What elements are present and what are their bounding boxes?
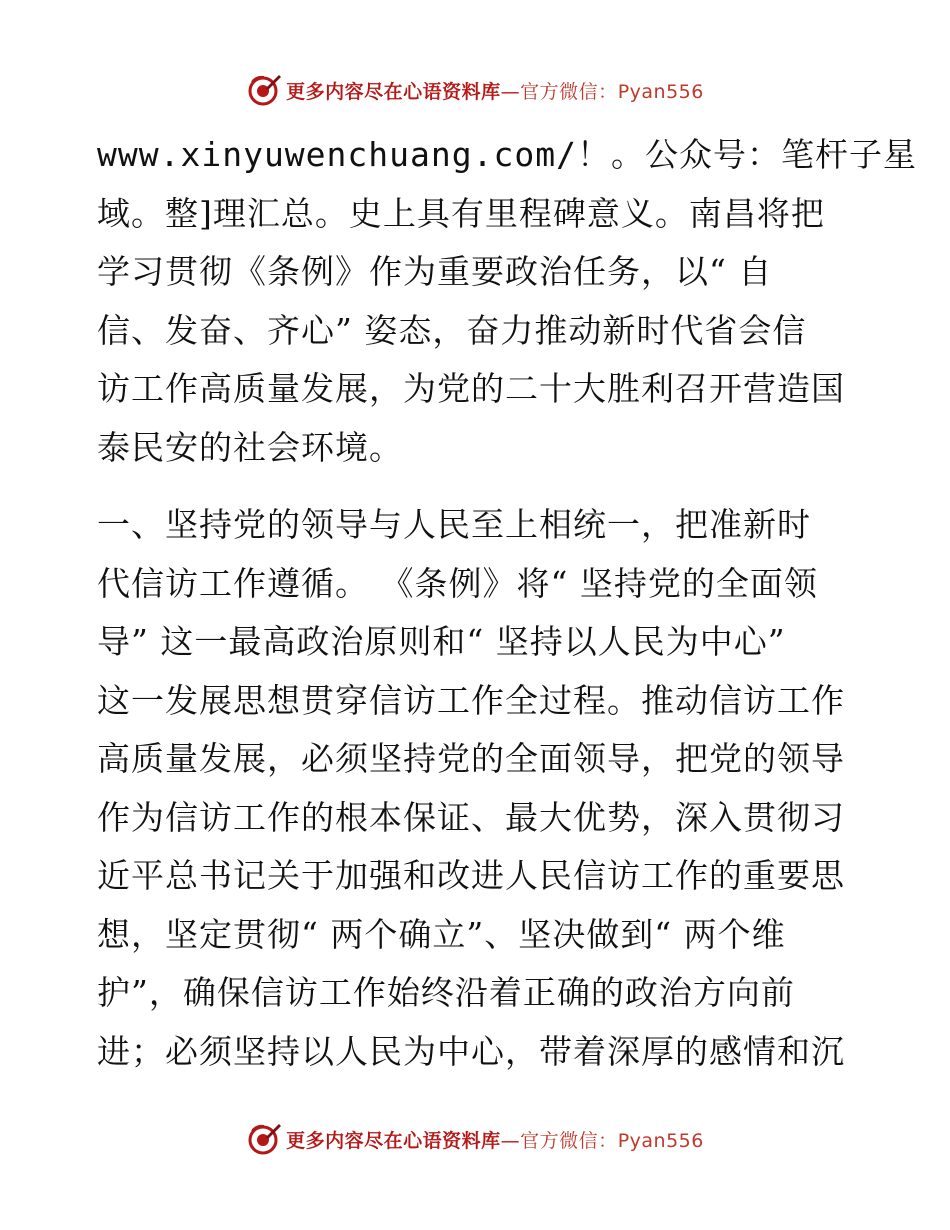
- text-line: 代信访工作遵循。 《条例》将“ 坚持党的全面领: [97, 563, 818, 603]
- header-banner-text: [286, 77, 704, 104]
- header-dash: —: [500, 80, 521, 103]
- paragraph-1: [97, 126, 917, 477]
- header-wechat-label: 官方微信：: [520, 80, 618, 103]
- text-line: 近平总书记关于加强和改进人民信访工作的重要思: [97, 856, 845, 895]
- text-line: www.xinyuwenchuang.com/！。公众号：笔杆子星: [97, 135, 917, 174]
- pen-circle-logo-icon: [246, 1121, 282, 1157]
- document-body: [97, 126, 917, 1081]
- footer-site-text: 更多内容尽在心语资料库: [286, 1129, 501, 1152]
- header-banner: [0, 70, 950, 110]
- text-line: 学习贯彻《条例》作为重要政治任务，以“ 自: [97, 252, 773, 291]
- pen-circle-logo-icon: [246, 72, 282, 108]
- text-line: 访工作高质量发展，为党的二十大胜利召开营造国: [97, 369, 845, 408]
- text-line: 进；必须坚持以人民为中心，带着深厚的感情和沉: [97, 1031, 845, 1071]
- text-line: 护”，确保信访工作始终沿着正确的政治方向前: [97, 973, 795, 1012]
- header-wechat-id: Pyan556: [617, 80, 704, 103]
- text-line: 一、坚持党的领导与人民至上相统一，把准新时: [97, 505, 811, 544]
- footer-banner-text: [286, 1126, 704, 1153]
- text-line: 想，坚定贯彻“ 两个确立”、坚决做到“ 两个维: [97, 914, 786, 954]
- text-line: 这一发展思想贯穿信访工作全过程。推动信访工作: [97, 680, 845, 720]
- footer-wechat-id: Pyan556: [617, 1129, 704, 1152]
- text-line: 域。整]理汇总。史上具有里程碑意义。南昌将把: [97, 193, 825, 233]
- text-line: 高质量发展，必须坚持党的全面领导，把党的领导: [97, 739, 845, 778]
- footer-banner: [0, 1119, 950, 1159]
- header-site-text: 更多内容尽在心语资料库: [286, 80, 501, 103]
- text-line: 泰民安的社会环境。: [97, 427, 403, 467]
- text-line: 信、发奋、齐心” 姿态，奋力推动新时代省会信: [97, 310, 807, 350]
- text-line: 导” 这一最高政治原则和“ 坚持以人民为中心”: [97, 622, 786, 661]
- footer-wechat-label: 官方微信：: [520, 1129, 618, 1152]
- footer-dash: —: [500, 1129, 521, 1152]
- paragraph-2: [97, 496, 857, 1081]
- text-line: 作为信访工作的根本保证、最大优势，深入贯彻习: [97, 797, 845, 837]
